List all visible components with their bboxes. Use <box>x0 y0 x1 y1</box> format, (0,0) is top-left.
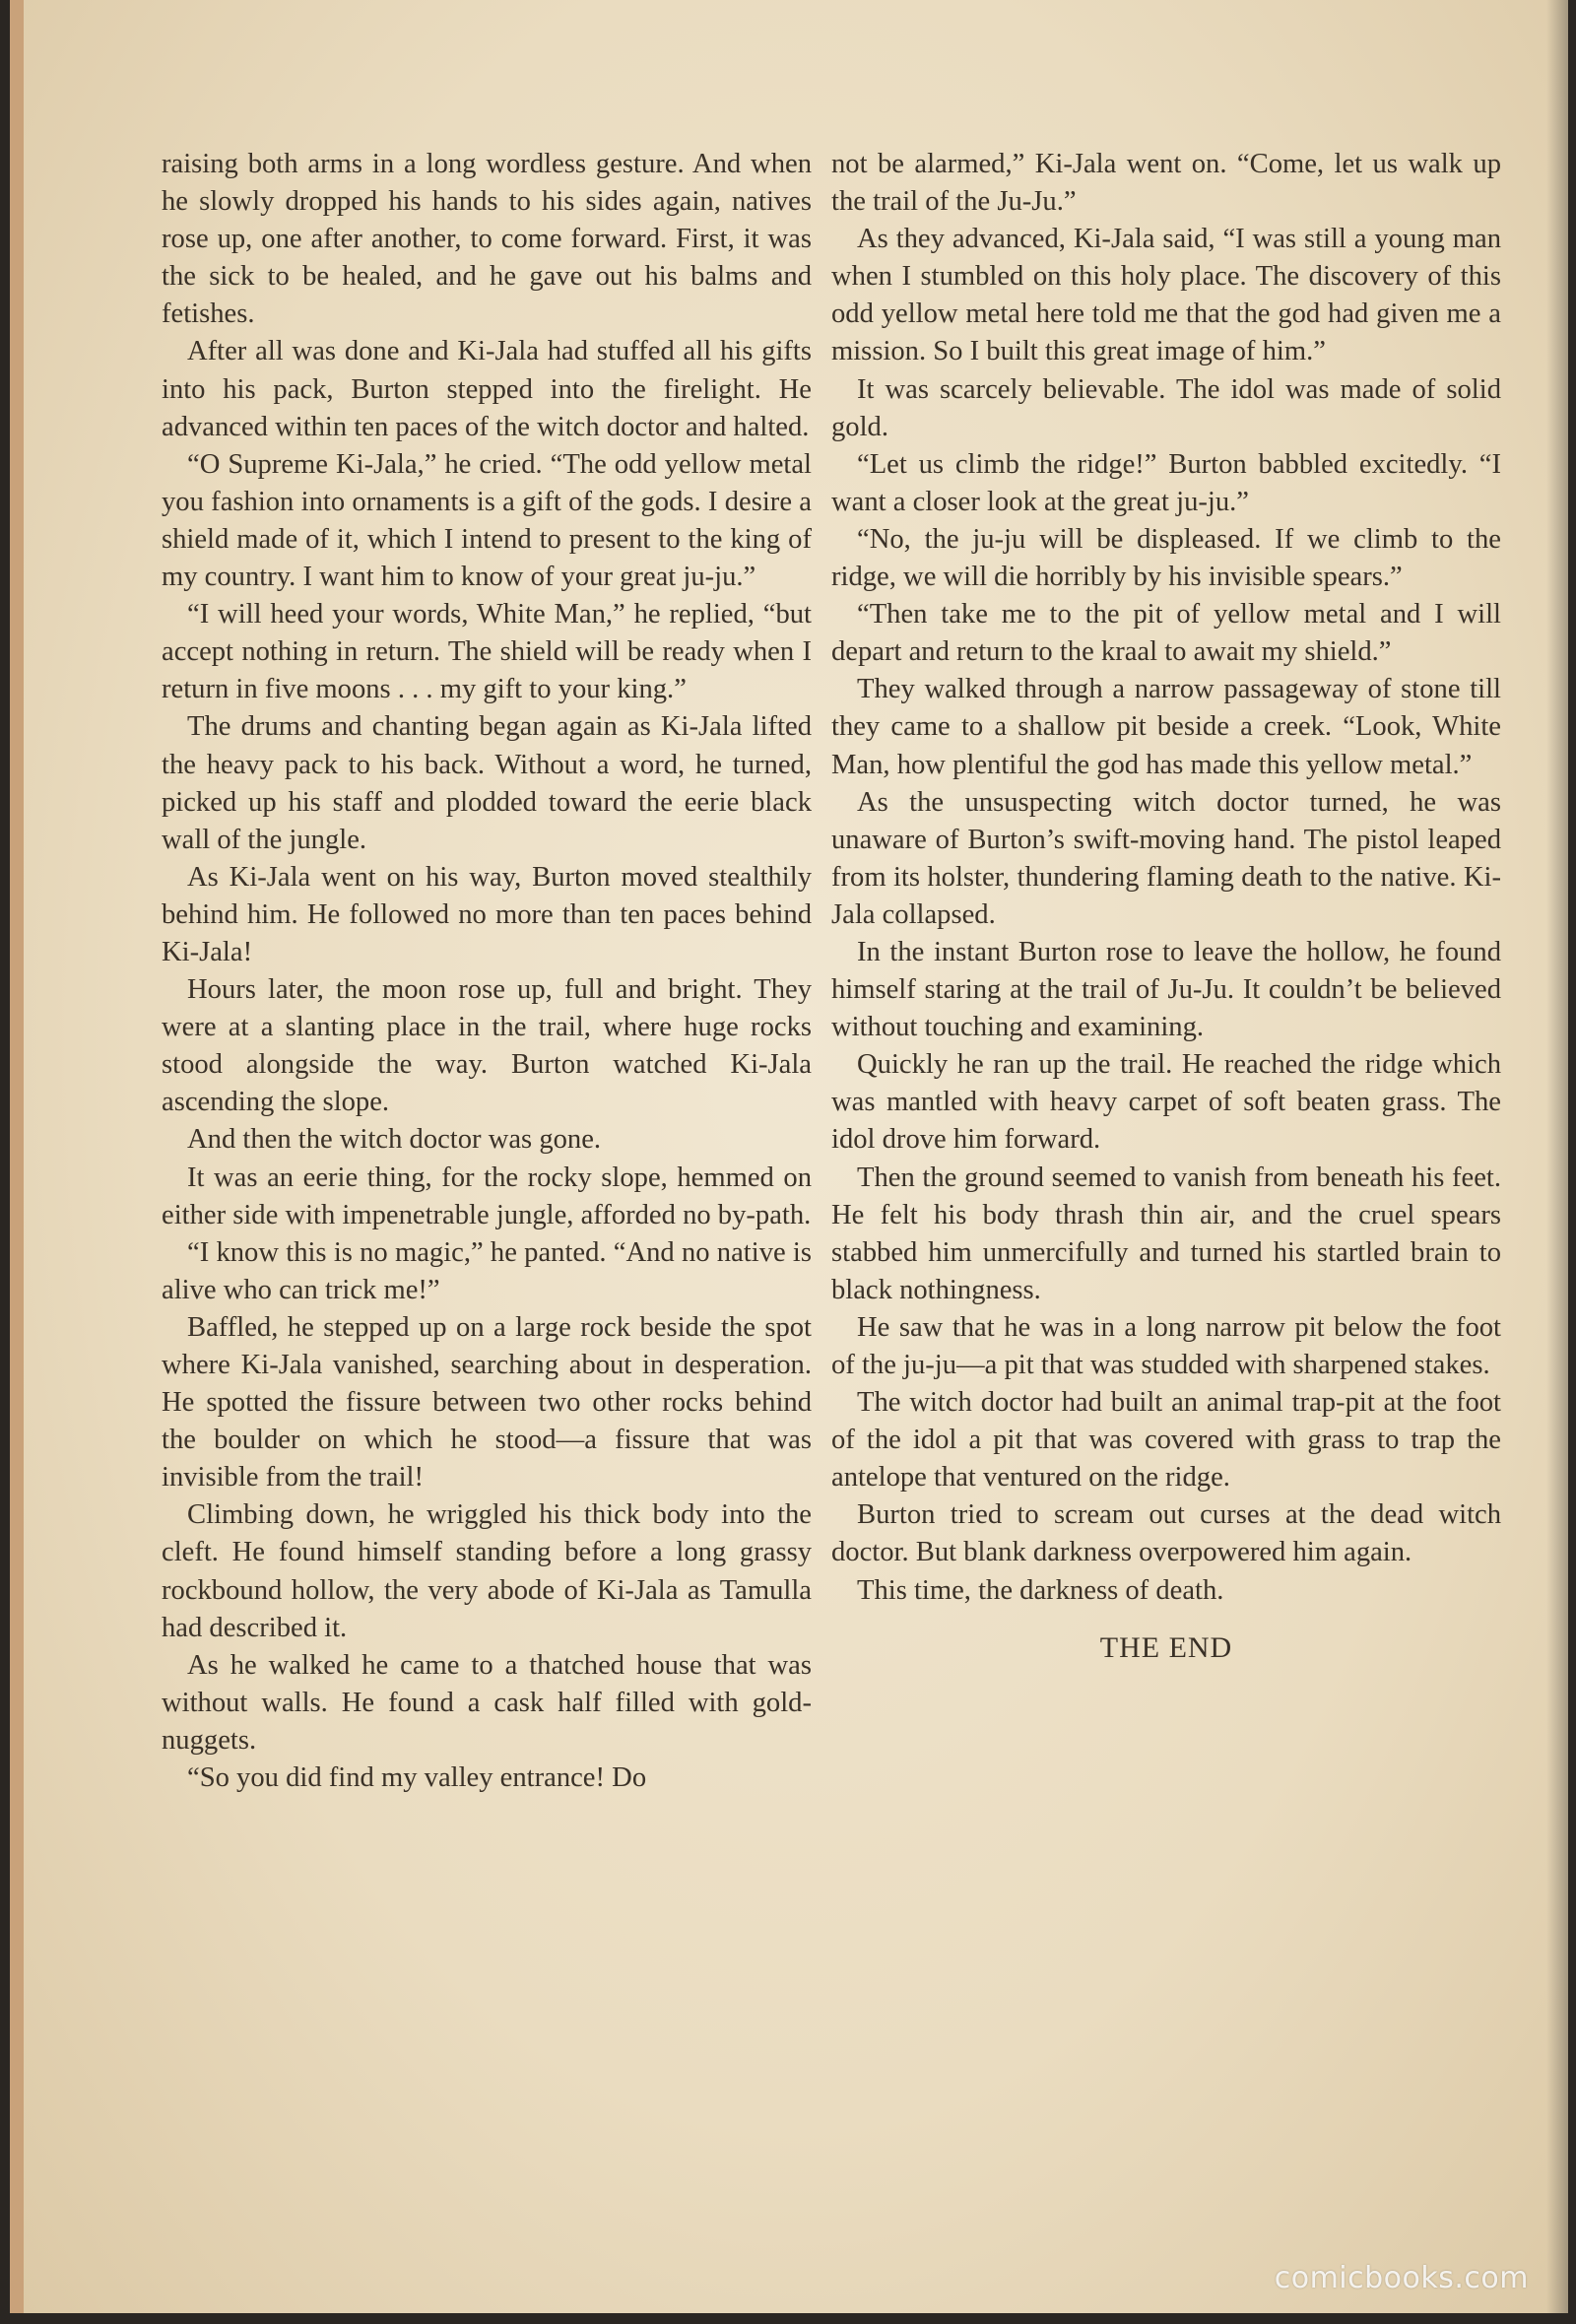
paragraph: As they advanced, Ki-Jala said, “I was still a young man when I stumbled on this holy place. The discovery of this odd yellow metal here told me that the god had given me a mission. So I built this great image of him.” <box>831 224 1501 367</box>
paragraph: “No, the ju-ju will be displeased. If we climb to the ridge, we will die horribly by his invisible spears.” <box>831 523 1501 593</box>
paragraph: raising both arms in a long wordless gesture. And when he slowly dropped his hands to his sides again, natives rose up, one after another, to come forward. First, it was the sick to be healed, and he gave out his balms and fetishes. <box>162 149 812 330</box>
paragraph: It was scarcely believable. The idol was made of solid gold. <box>831 373 1501 442</box>
paragraph: This time, the darkness of death. <box>857 1574 1224 1606</box>
paragraph: not be alarmed,” Ki-Jala went on. “Come, let us walk up the trail of the Ju-Ju.” <box>831 149 1501 218</box>
paragraph: Baffled, he stepped up on a large rock beside the spot where Ki-Jala vanished, searching about in desperation. He spotted the fissure between two other rocks behind the boulder on which he stood—a fissure that was invisible from the trail! <box>162 1311 812 1494</box>
paragraph: And then the witch doctor was gone. <box>187 1124 602 1156</box>
paragraph: Burton tried to scream out curses at the dead witch doctor. But blank darkness overpowered him again. <box>831 1499 1501 1568</box>
paragraph: “So you did find my valley entrance! Do <box>187 1762 647 1794</box>
paragraph: Climbing down, he wriggled his thick body into the cleft. He found himself standing before a long grassy rockbound hollow, the very abode of Ki-Jala as Tamulla had described it. <box>162 1499 812 1643</box>
paragraph: The witch doctor had built an animal trap-pit at the foot of the idol a pit that was covered with grass to trap the antelope that ventured on the ridge. <box>831 1387 1501 1494</box>
paragraph: Quickly he ran up the trail. He reached the ridge which was mantled with heavy carpet of soft beaten grass. The idol drove him forward. <box>831 1049 1501 1156</box>
paragraph: “O Supreme Ki-Jala,” he cried. “The odd yellow metal you fashion into ornaments is a gift of the gods. I desire a shield made of it, which I intend to present to the king of my country. I want him to know of your great ju-ju.” <box>162 448 812 593</box>
paragraph: Then the ground seemed to vanish from beneath his feet. He felt his body thrash thin air, and the cruel spears stabbed him unmercifully and turned his startled brain to black nothingness. <box>831 1162 1501 1305</box>
right-text-column <box>831 146 1501 1667</box>
paragraph: “Then take me to the pit of yellow metal and I will depart and return to the kraal to await my shield.” <box>831 599 1501 668</box>
end-marker: THE END <box>1099 1630 1233 1664</box>
paragraph: “I know this is no magic,” he panted. “And no native is alive who can trick me!” <box>162 1236 812 1305</box>
site-watermark: comicbooks.com <box>1274 2261 1529 2295</box>
left-text-column <box>162 146 812 1797</box>
paragraph: In the instant Burton rose to leave the hollow, he found himself staring at the trail of Ju-Ju. It couldn’t be believed without touching and examining. <box>831 936 1501 1043</box>
paragraph: As the unsuspecting witch doctor turned, he was unaware of Burton’s swift-moving hand. The pistol leaped from its holster, thundering flaming death to the native. Ki-Jala collapsed. <box>831 786 1501 930</box>
paragraph: They walked through a narrow passageway of stone till they came to a shallow pit beside a creek. “Look, White Man, how plentiful the god has made this yellow metal.” <box>831 674 1501 780</box>
paragraph: After all was done and Ki-Jala had stuffed all his gifts into his pack, Burton stepped into the firelight. He advanced within ten paces of the witch doctor and halted. <box>162 336 812 442</box>
paragraph: “Let us climb the ridge!” Burton babbled excitedly. “I want a closer look at the great ju-ju.” <box>831 448 1501 517</box>
book-page <box>10 0 1568 2313</box>
paragraph: As he walked he came to a thatched house that was without walls. He found a cask half filled with gold-nuggets. <box>162 1649 812 1756</box>
paragraph: “I will heed your words, White Man,” he replied, “but accept nothing in return. The shield will be ready when I return in five moons . . . my gift to your king.” <box>162 599 812 705</box>
paragraph: The drums and chanting began again as Ki-Jala lifted the heavy pack to his back. Without a word, he turned, picked up his staff and plodded toward the eerie black wall of the jungle. <box>162 711 812 855</box>
paragraph: Hours later, the moon rose up, full and bright. They were at a slanting place in the trail, where huge rocks stood alongside the way. Burton watched Ki-Jala ascending the slope. <box>162 974 812 1118</box>
paragraph: He saw that he was in a long narrow pit below the foot of the ju-ju—a pit that was studded with sharpened stakes. <box>831 1311 1501 1380</box>
paragraph: As Ki-Jala went on his way, Burton moved stealthily behind him. He followed no more than ten paces behind Ki-Jala! <box>162 861 812 967</box>
paragraph: It was an eerie thing, for the rocky slope, hemmed on either side with impenetrable jungle, afforded no by-path. <box>162 1162 812 1230</box>
